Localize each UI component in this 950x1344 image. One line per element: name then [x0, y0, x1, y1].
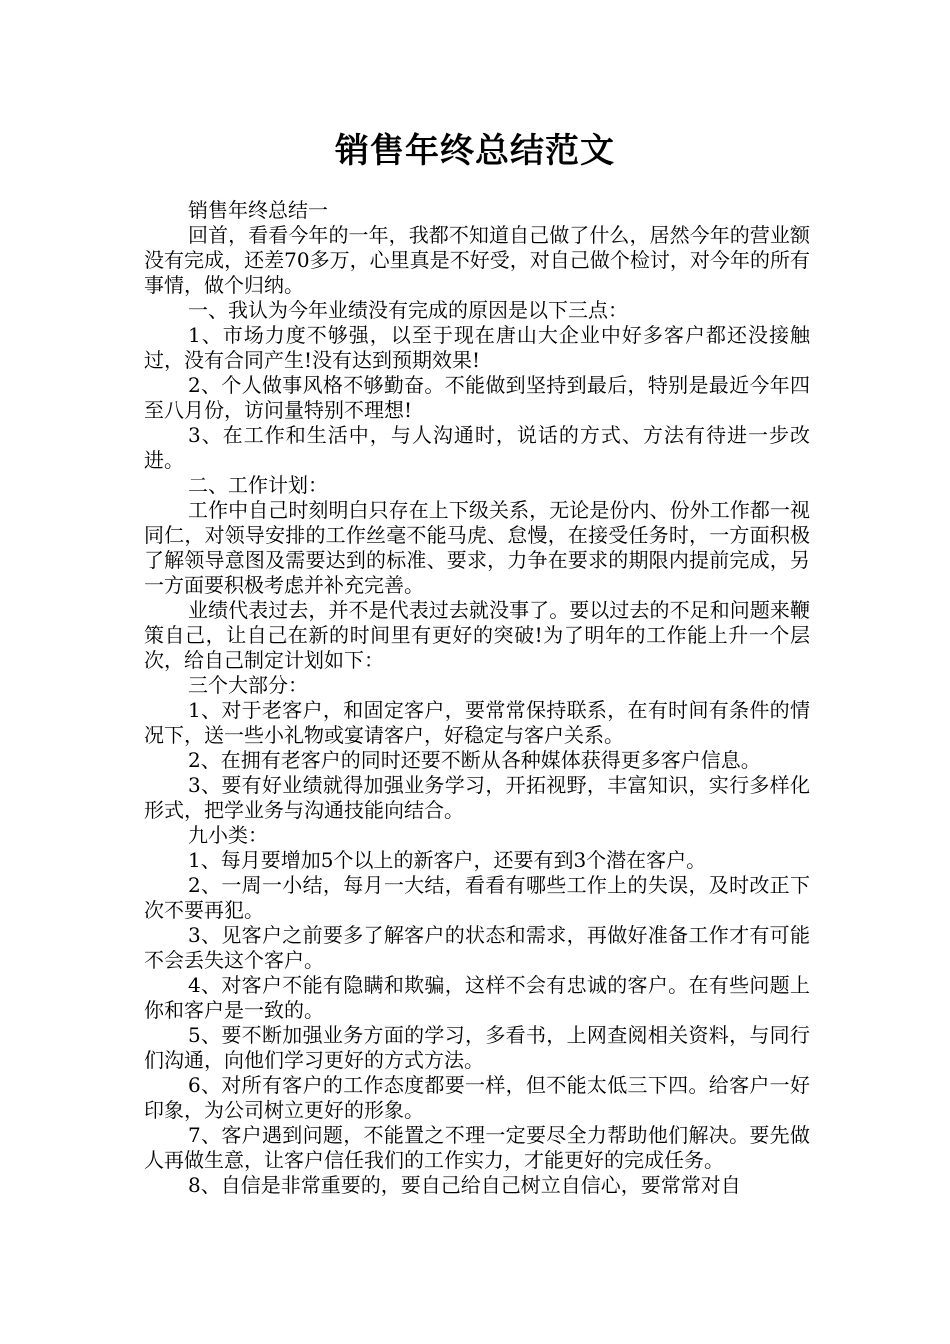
paragraph: 三个大部分： [188, 673, 308, 697]
document-title: 销售年终总结范文 [335, 131, 615, 171]
paragraph: 二、工作计划： [188, 473, 328, 497]
paragraph: 2、在拥有老客户的同时还要不断从各种媒体获得更多客户信息。 [188, 748, 761, 772]
paragraph: 一、我认为今年业绩没有完成的原因是以下三点： [188, 298, 628, 322]
paragraph: 3、在工作和生活中，与人沟通时，说话的方式、方法有待进一步改进。 [144, 423, 810, 472]
paragraph: 3、见客户之前要多了解客户的状态和需求，再做好准备工作才有可能不会丢失这个客户。 [144, 923, 810, 972]
paragraph: 九小类： [188, 823, 268, 847]
paragraph: 1、对于老客户，和固定客户，要常常保持联系，在有时间有条件的情况下，送一些小礼物或宴请客户，好稳定与客户关系。 [144, 698, 810, 747]
paragraph: 8、自信是非常重要的，要自己给自己树立自信心，要常常对自 [188, 1173, 741, 1197]
document-body [144, 198, 810, 1198]
paragraph: 业绩代表过去，并不是代表过去就没事了。要以过去的不足和问题来鞭策自己，让自己在新的时间里有更好的突破!为了明年的工作能上升一个层次，给自己制定计划如下： [144, 598, 810, 672]
paragraph: 销售年终总结一 [188, 198, 328, 222]
paragraph: 4、对客户不能有隐瞒和欺骗，这样不会有忠诚的客户。在有些问题上你和客户是一致的。 [144, 973, 810, 1022]
paragraph: 5、要不断加强业务方面的学习，多看书，上网查阅相关资料，与同行们沟通，向他们学习更好的方式方法。 [144, 1023, 810, 1072]
paragraph: 工作中自己时刻明白只存在上下级关系，无论是份内、份外工作都一视同仁，对领导安排的工作丝毫不能马虎、怠慢，在接受任务时，一方面积极了解领导意图及需要达到的标准、要求，力争在要求的期限内提前完成，另一方面要积极考虑并补充完善。 [144, 498, 810, 597]
paragraph: 7、客户遇到问题，不能置之不理一定要尽全力帮助他们解决。要先做人再做生意，让客户信任我们的工作实力，才能更好的完成任务。 [144, 1123, 810, 1172]
paragraph: 3、要有好业绩就得加强业务学习，开拓视野，丰富知识，实行多样化形式，把学业务与沟通技能向结合。 [144, 773, 810, 822]
paragraph: 2、个人做事风格不够勤奋。不能做到坚持到最后，特别是最近今年四至八月份，访问量特别不理想! [144, 373, 810, 422]
paragraph: 回首，看看今年的一年，我都不知道自己做了什么，居然今年的营业额没有完成，还差70多万，心里真是不好受，对自己做个检讨，对今年的所有事情，做个归纳。 [144, 223, 810, 297]
paragraph: 1、市场力度不够强，以至于现在唐山大企业中好多客户都还没接触过，没有合同产生!没有达到预期效果! [144, 323, 810, 372]
paragraph: 2、一周一小结，每月一大结，看看有哪些工作上的失误，及时改正下次不要再犯。 [144, 873, 810, 922]
paragraph: 6、对所有客户的工作态度都要一样，但不能太低三下四。给客户一好印象，为公司树立更好的形象。 [144, 1073, 810, 1122]
paragraph: 1、每月要增加5个以上的新客户，还要有到3个潜在客户。 [188, 848, 707, 872]
